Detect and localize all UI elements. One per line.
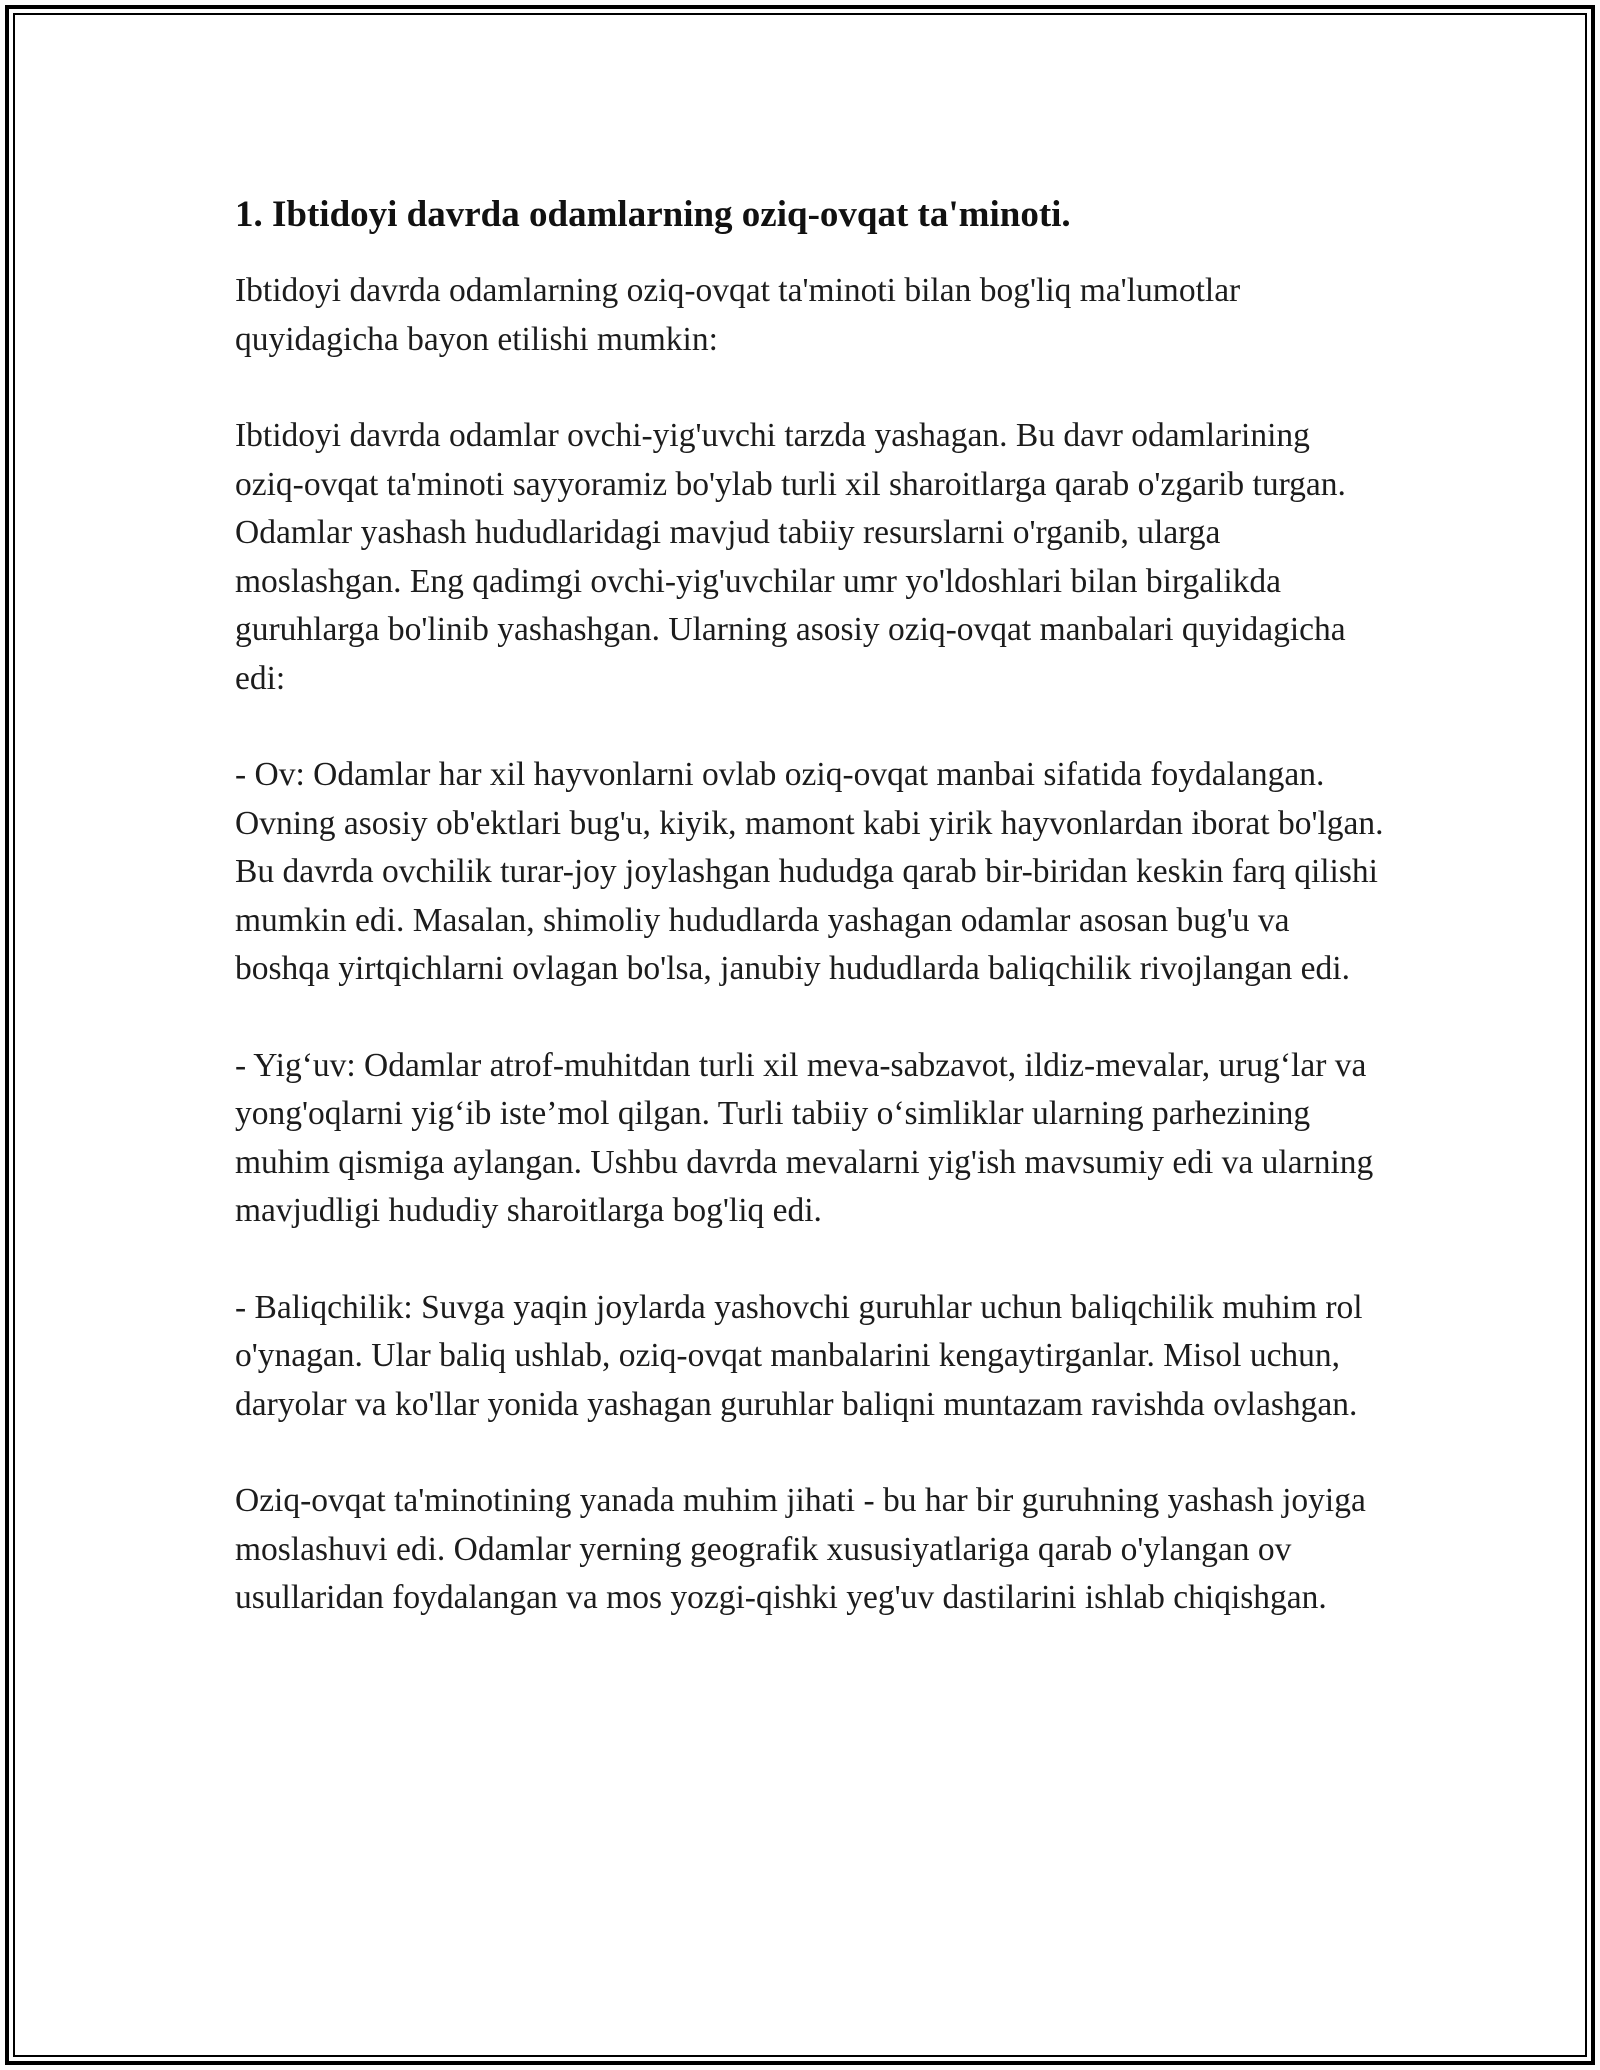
paragraph-hunting: - Ov: Odamlar har xil hayvonlarni ovlab oziq-ovqat manbai sifatida foydalangan. Ovning asosiy ob'ektlari bug'u, kiyik, mamont kabi yirik hayvonlardan iborat bo'lgan. Bu davrda ovchilik turar-joy joylashgan hududga qarab bir-biridan keskin farq qilishi mumkin edi. Masalan, shimoliy hududlarda yashagan odamlar asosan bug'u va boshqa yirtqichlarni ovlagan bo'lsa, janubiy hududlarda baliqchilik rivojlangan edi. bbox=[235, 756, 1384, 987]
paragraph-adaptation: Oziq-ovqat ta'minotining yanada muhim jihati - bu har bir guruhning yashash joyiga moslashuvi edi. Odamlar yerning geografik xususiyatlariga qarab o'ylangan ov usullaridan foydalangan va mos yozgi-qishki yeg'uv dastilarini ishlab chiqishgan. bbox=[235, 1482, 1366, 1616]
paragraph-intro: Ibtidoyi davrda odamlarning oziq-ovqat ta'minoti bilan bog'liq ma'lumotlar quyidagicha bayon etilishi mumkin: bbox=[235, 272, 1241, 358]
document-body bbox=[235, 185, 1385, 1671]
paragraph-fishing: - Baliqchilik: Suvga yaqin joylarda yashovchi guruhlar uchun baliqchilik muhim rol o'ynagan. Ular baliq ushlab, oziq-ovqat manbalarini kengaytirganlar. Misol uchun, daryolar va ko'llar yonida yashagan guruhlar baliqni muntazam ravishda ovlashgan. bbox=[235, 1288, 1363, 1423]
document-title: 1. Ibtidoyi davrda odamlarning oziq-ovqat ta'minoti. bbox=[235, 194, 1071, 235]
paragraph-hunter-gatherers: Ibtidoyi davrda odamlar ovchi-yig'uvchi tarzda yashagan. Bu davr odamlarining oziq-ovqat ta'minoti sayyoramiz bo'ylab turli xil sharoitlarga qarab o'zgarib turgan. Odamlar yashash hududlaridagi mavjud tabiiy resurslarni o'rganib, ularga moslashgan. Eng qadimgi ovchi-yig'uvchilar umr yo'ldoshlari bilan birgalikda guruhlarga bo'linib yashashgan. Ularning asosiy oziq-ovqat manbalari quyidagicha edi: bbox=[235, 417, 1346, 697]
paragraph-gathering: - Yig‘uv: Odamlar atrof-muhitdan turli xil meva-sabzavot, ildiz-mevalar, urug‘lar va yong'oqlarni yig‘ib iste’mol qilgan. Turli tabiiy o‘simliklar ularning parhezining muhim qismiga aylangan. Ushbu davrda mevalarni yig'ish mavsumiy edi va ularning mavjudligi hududiy sharoitlarga bog'liq edi. bbox=[235, 1046, 1374, 1229]
